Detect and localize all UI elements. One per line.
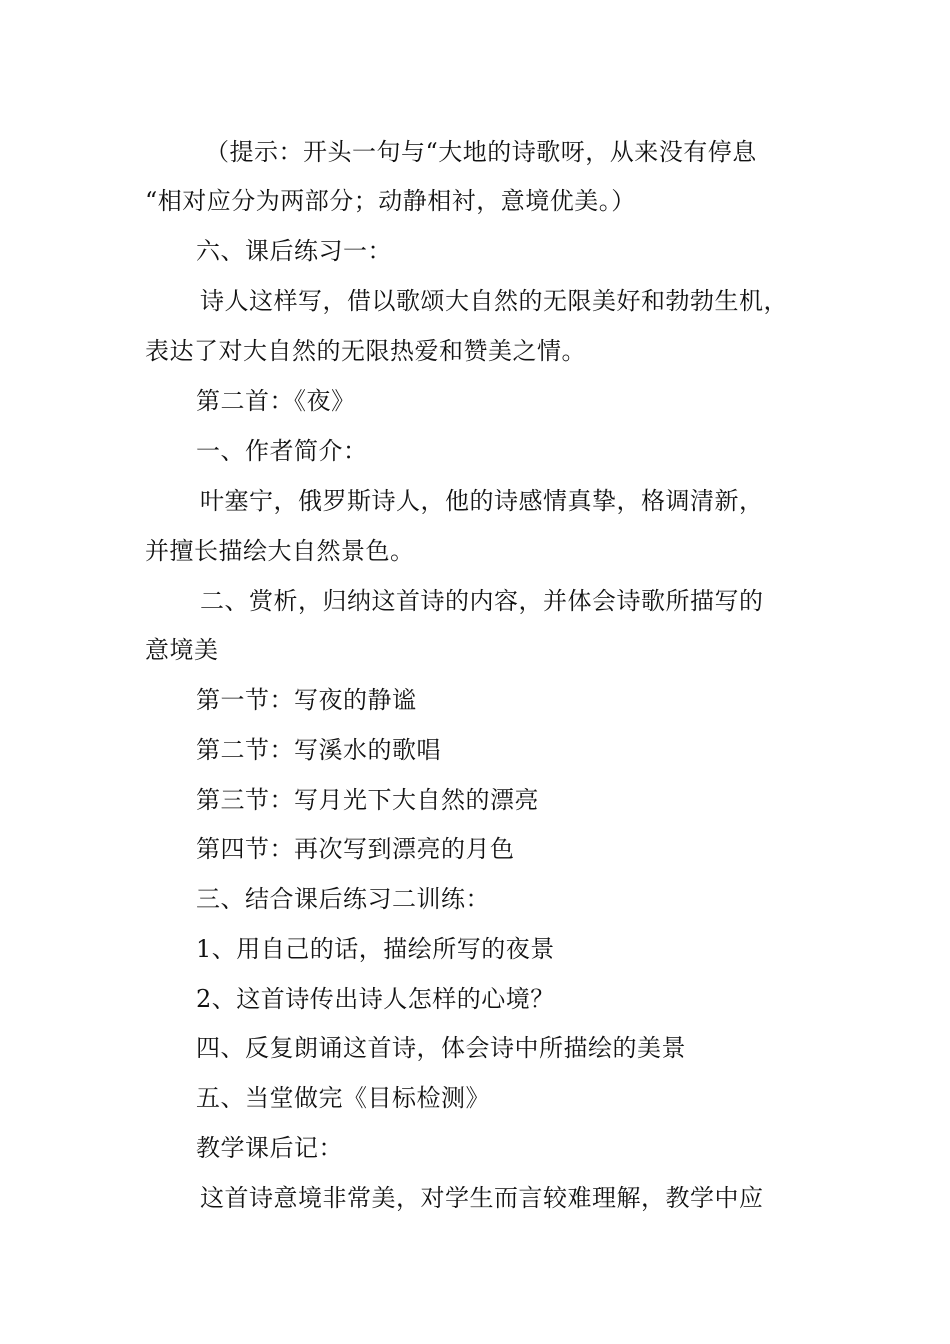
text-line: “相对应分为两部分；动静相衬，意境优美。） <box>145 187 636 215</box>
text-line: 叶塞宁，俄罗斯诗人，他的诗感情真挚，格调清新， <box>200 487 764 515</box>
section-heading: 六、课后练习一： <box>196 237 392 265</box>
section-heading: 四、反复朗诵这首诗，体会诗中所描绘的美景 <box>196 1034 686 1062</box>
section-heading: 二、赏析，归纳这首诗的内容，并体会诗歌所描写的 <box>200 587 764 615</box>
list-item: 1、用自己的话，描绘所写的夜景 <box>196 935 555 963</box>
section-heading: 教学课后记： <box>196 1134 343 1162</box>
text-line: 诗人这样写，借以歌颂大自然的无限美好和勃勃生机， <box>200 287 788 315</box>
text-line: 这首诗意境非常美，对学生而言较难理解，教学中应 <box>200 1184 764 1212</box>
text-line: 表达了对大自然的无限热爱和赞美之情。 <box>145 337 586 365</box>
section-heading: 一、作者简介： <box>196 437 368 465</box>
section-heading: 第二首：《夜》 <box>196 387 356 415</box>
text-line: 并擅长描绘大自然景色。 <box>145 537 415 565</box>
list-item: 第一节：写夜的静谧 <box>196 686 417 714</box>
text-line: 意境美 <box>145 636 219 664</box>
section-heading: 五、当堂做完《目标检测》 <box>196 1084 490 1112</box>
list-item: 第二节：写溪水的歌唱 <box>196 736 441 764</box>
list-item: 2、这首诗传出诗人怎样的心境？ <box>196 985 555 1013</box>
section-heading: 三、结合课后练习二训练： <box>196 885 490 913</box>
text-line: （提示：开头一句与“大地的诗歌呀，从来没有停息 <box>205 138 757 166</box>
list-item: 第四节：再次写到漂亮的月色 <box>196 835 515 863</box>
list-item: 第三节：写月光下大自然的漂亮 <box>196 786 539 814</box>
